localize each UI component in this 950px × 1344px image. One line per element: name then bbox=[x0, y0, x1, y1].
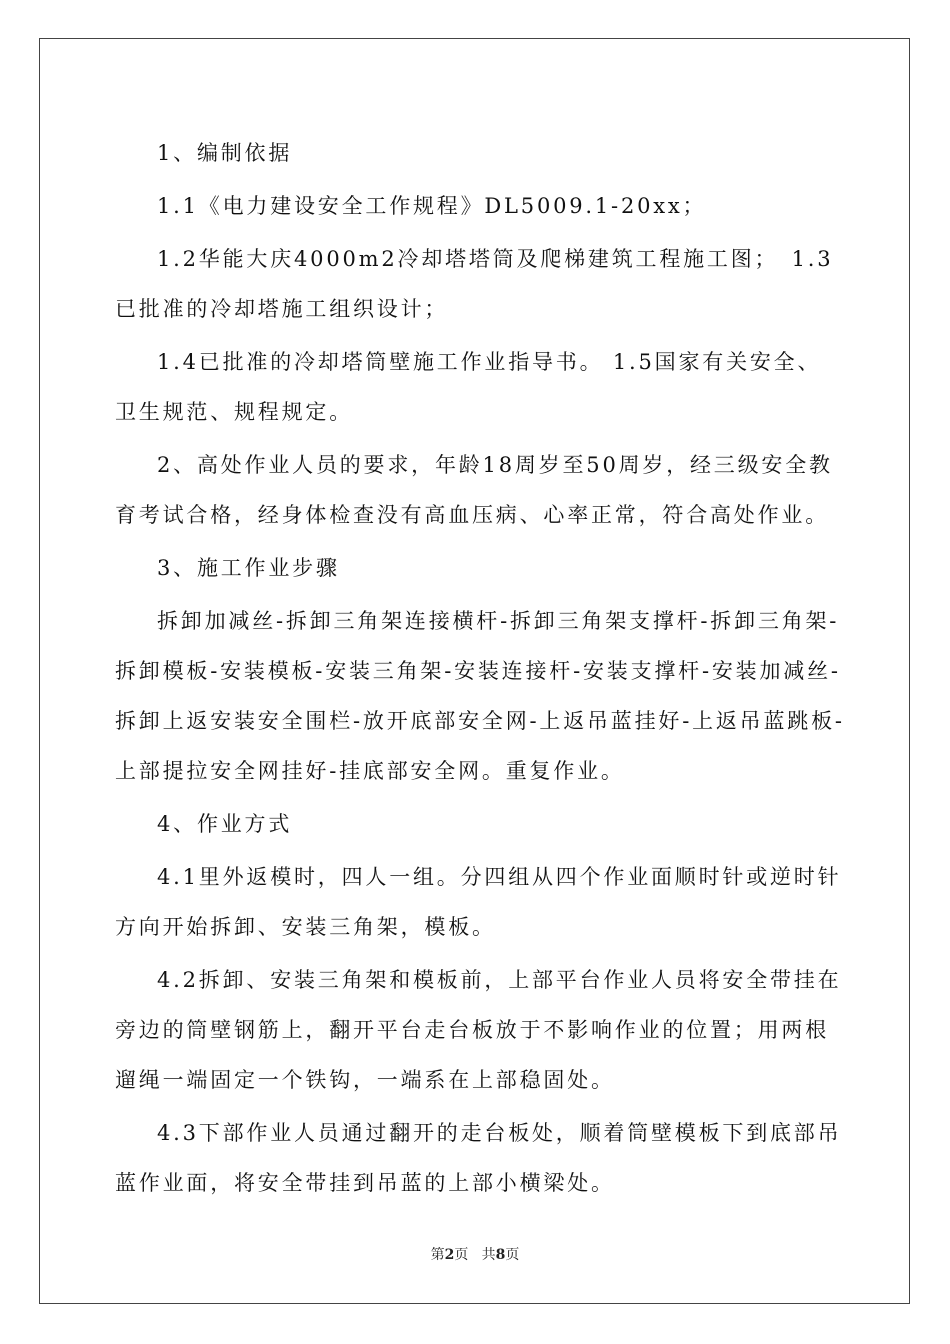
paragraph-6: 3、施工作业步骤 bbox=[157, 556, 340, 580]
paragraph-9: 4.1里外返模时，四人一组。分四组从四个作业面顺时针或逆时针方向开始拆卸、安装三角架，模板。 bbox=[115, 865, 842, 939]
footer-page-suffix: 页 bbox=[454, 1247, 469, 1263]
footer-total-suffix: 页 bbox=[505, 1247, 520, 1263]
paragraph-8: 4、作业方式 bbox=[157, 812, 293, 836]
footer-total-prefix: 共 bbox=[481, 1247, 496, 1263]
paragraph-3: 1.2华能大庆4000m2冷却塔塔筒及爬梯建筑工程施工图； 1.3已批准的冷却塔施工组织设计； bbox=[115, 247, 834, 321]
paragraph-10: 4.2拆卸、安装三角架和模板前，上部平台作业人员将安全带挂在旁边的筒壁钢筋上，翻开平台走台板放于不影响作业的位置；用两根遛绳一端固定一个铁钩，一端系在上部稳固处。 bbox=[115, 968, 842, 1092]
footer-current-page: 2 bbox=[444, 1247, 455, 1263]
paragraph-5: 2、高处作业人员的要求，年龄18周岁至50周岁，经三级安全教育考试合格，经身体检查没有高血压病、心率正常，符合高处作业。 bbox=[115, 453, 833, 527]
paragraph-7: 拆卸加减丝-拆卸三角架连接横杆-拆卸三角架支撑杆-拆卸三角架-拆卸模板-安装模板-安装三角架-安装连接杆-安装支撑杆-安装加减丝-拆卸上返安装安全围栏-放开底部安全网-上返吊蓝挂好-上返吊蓝跳板-上部提拉安全网挂好-挂底部安全网。重复作业。 bbox=[115, 609, 845, 783]
paragraph-1: 1、编制依据 bbox=[157, 141, 293, 165]
page-footer bbox=[0, 1244, 950, 1264]
footer-total-pages: 8 bbox=[495, 1247, 506, 1263]
document-body bbox=[115, 128, 845, 1211]
paragraph-11: 4.3下部作业人员通过翻开的走台板处，顺着筒壁模板下到底部吊蓝作业面，将安全带挂到吊蓝的上部小横梁处。 bbox=[115, 1121, 842, 1195]
paragraph-2: 1.1《电力建设安全工作规程》DL5009.1-20xx； bbox=[157, 194, 707, 218]
footer-prefix: 第 bbox=[430, 1247, 445, 1263]
paragraph-4: 1.4已批准的冷却塔筒壁施工作业指导书。 1.5国家有关安全、卫生规范、规程规定。 bbox=[115, 350, 822, 424]
